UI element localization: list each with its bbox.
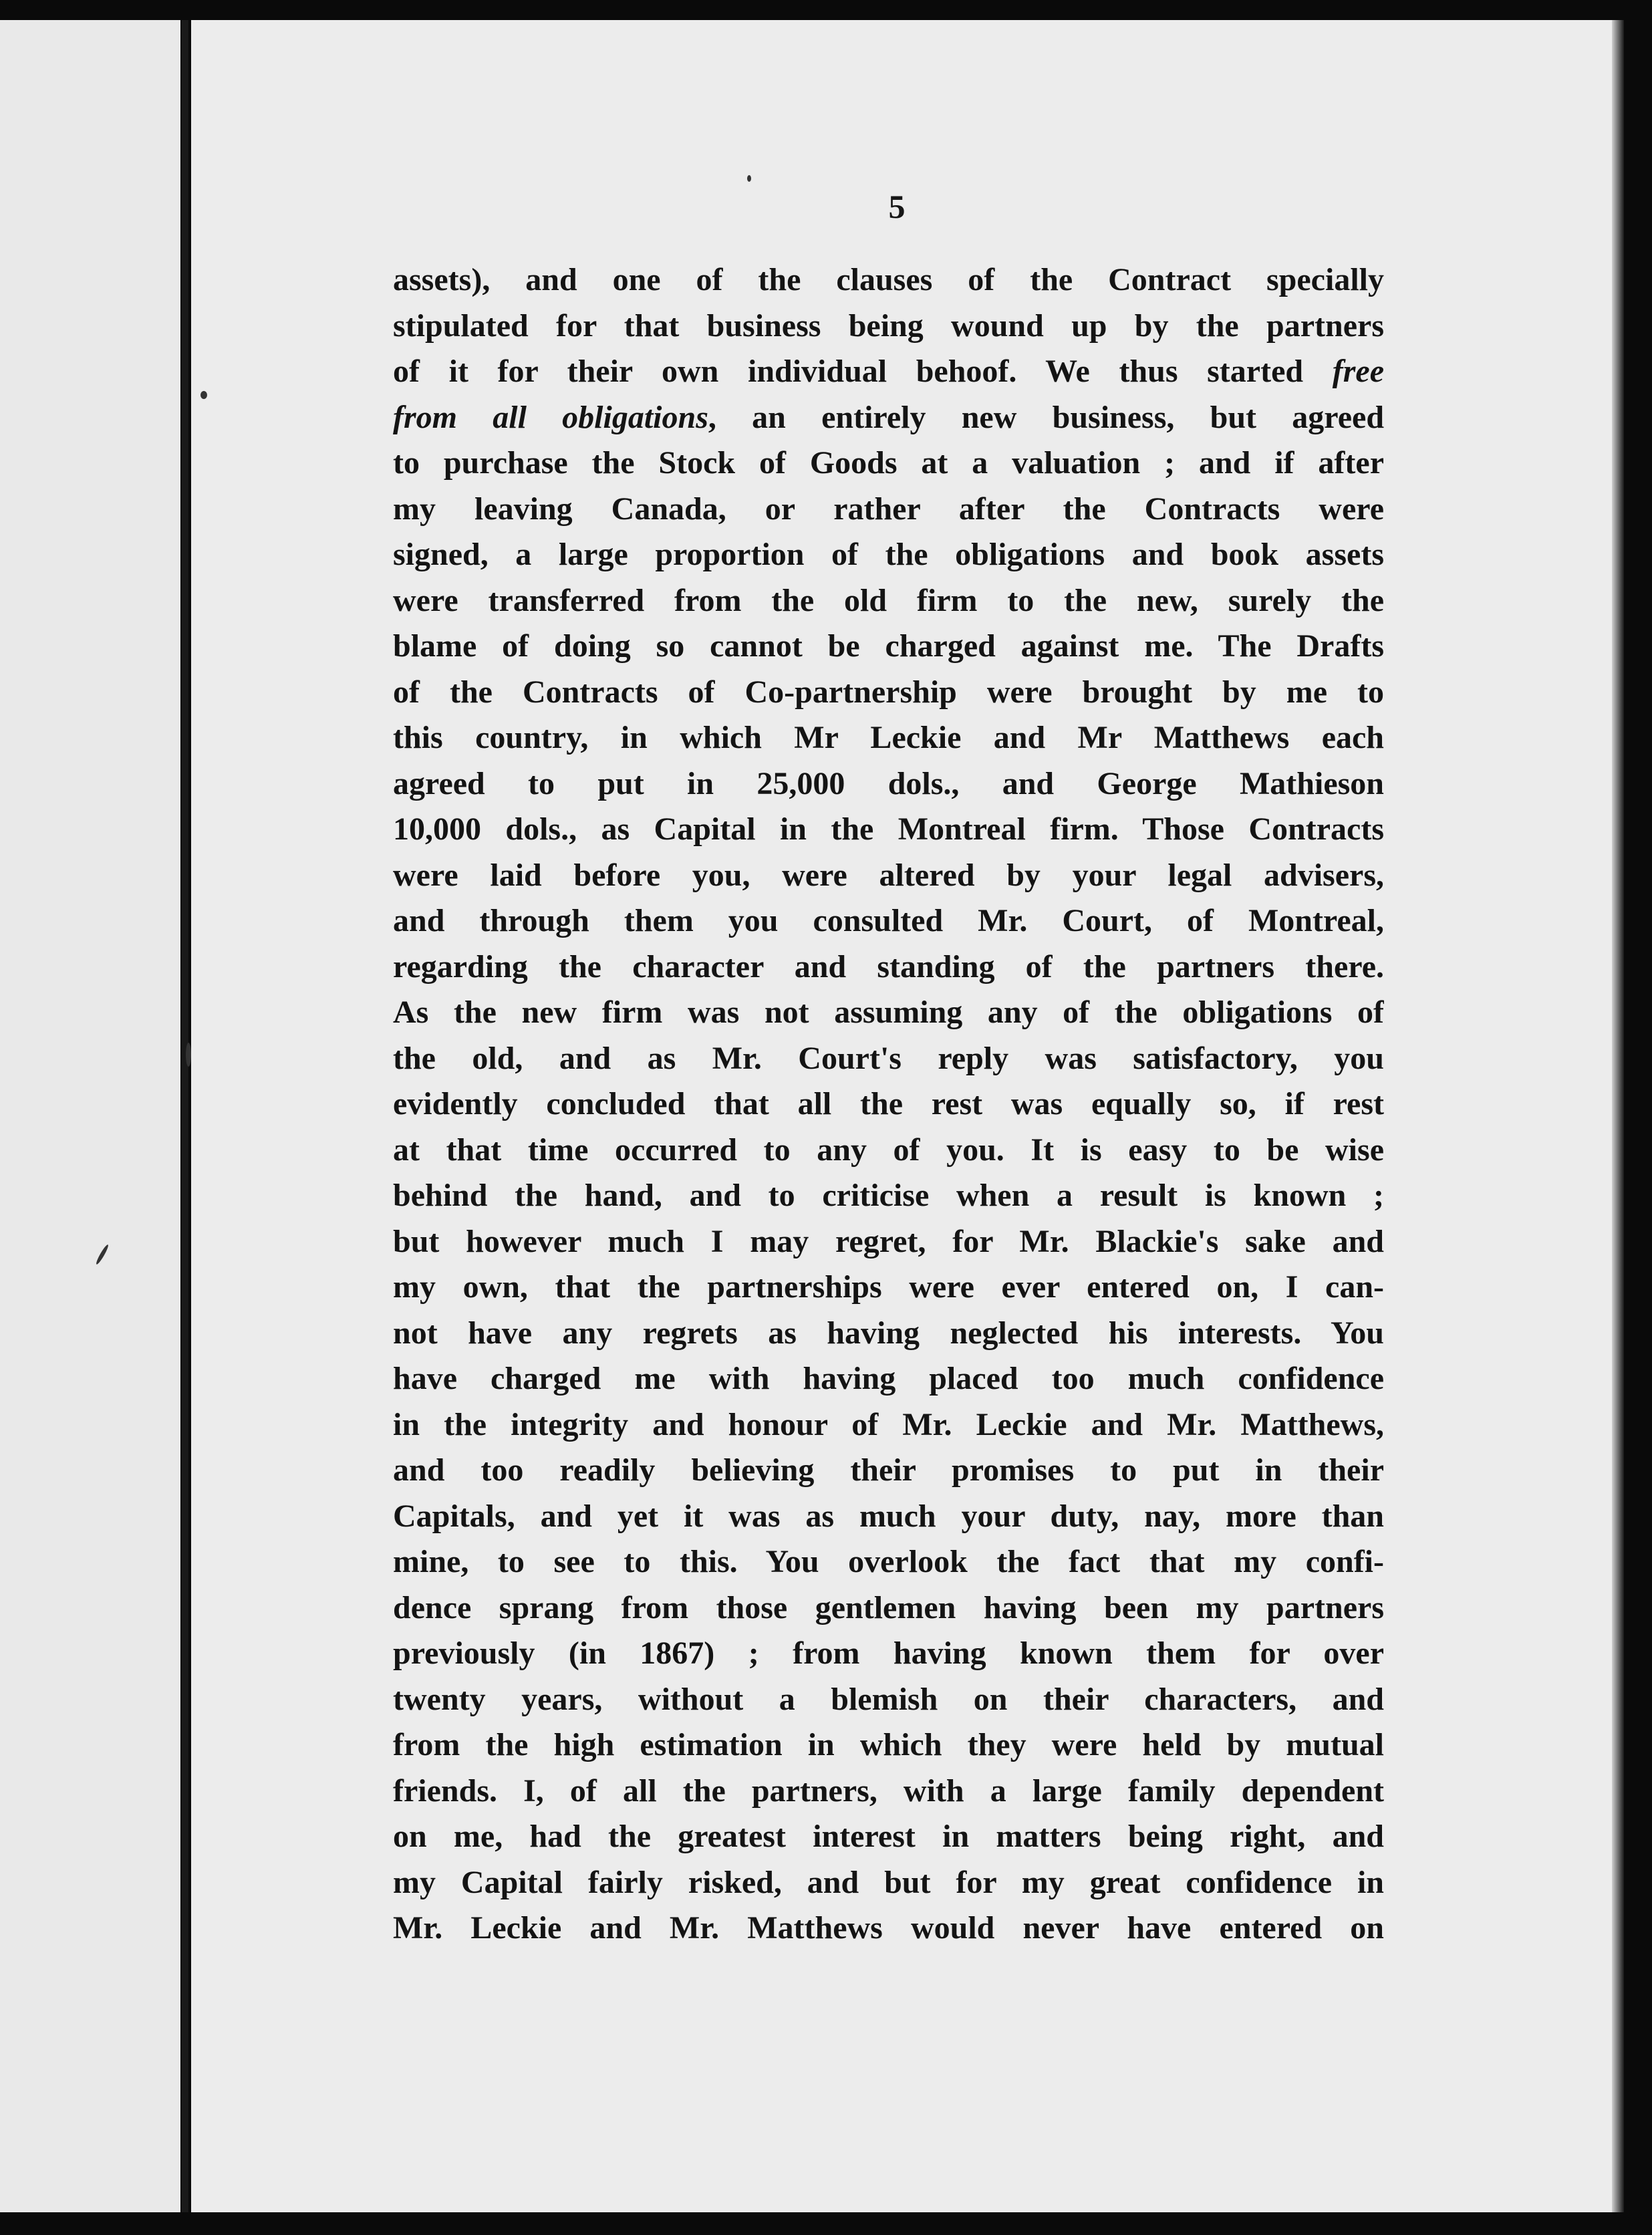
text-line: my Capital fairly risked, and but for my great confidence in: [393, 1864, 1384, 1900]
text-line: my own, that the partnerships were ever entered on, I can-: [393, 1269, 1384, 1305]
page-edge-shadow: [1612, 20, 1624, 2212]
text-line: not have any regrets as having neglected his interests. You: [393, 1315, 1384, 1351]
text-line: behind the hand, and to criticise when a result is known ;: [393, 1178, 1384, 1213]
text-line: at that time occurred to any of you. It is easy to be wise: [393, 1132, 1384, 1168]
text-line: but however much I may regret, for Mr. Blackie's sake and: [393, 1223, 1384, 1259]
text-line: to purchase the Stock of Goods at a valuation ; and if after: [393, 445, 1384, 481]
text-line: twenty years, without a blemish on their characters, and: [393, 1681, 1384, 1717]
text-line: 10,000 dols., as Capital in the Montreal firm. Those Contracts: [393, 811, 1384, 847]
body-text: [393, 257, 1384, 1952]
text-line: were transferred from the old firm to the new, surely the: [393, 582, 1384, 618]
scan-speck: [186, 1043, 191, 1067]
text-line: signed, a large proportion of the obligations and book assets: [393, 537, 1384, 572]
scan-border-right: [1624, 20, 1652, 2212]
italic-phrase: free: [1332, 354, 1384, 389]
italic-phrase: from all obligations: [393, 399, 708, 435]
text-line: As the new firm was not assuming any of the obligations of: [393, 995, 1384, 1030]
text-line-segment: , an entirely new business, but agreed: [708, 399, 1384, 435]
text-line: this country, in which Mr Leckie and Mr Matthews each: [393, 720, 1384, 755]
text-line: dence sprang from those gentlemen having been my partners: [393, 1589, 1384, 1625]
text-line: evidently concluded that all the rest was equally so, if rest: [393, 1086, 1384, 1122]
text-line: of the Contracts of Co-partnership were brought by me to: [393, 674, 1384, 710]
page-gutter: [182, 20, 188, 2212]
text-line: blame of doing so cannot be charged against me. The Drafts: [393, 628, 1384, 664]
scan-border-bottom: [0, 2212, 1652, 2235]
text-line: on me, had the greatest interest in matters being right, and: [393, 1819, 1384, 1854]
text-line: mine, to see to this. You overlook the fact that my confi-: [393, 1544, 1384, 1579]
text-line: the old, and as Mr. Court's reply was satisfactory, you: [393, 1040, 1384, 1076]
text-line: my leaving Canada, or rather after the Contracts were: [393, 491, 1384, 527]
text-line: stipulated for that business being wound up by the partners: [393, 307, 1384, 344]
text-line: were laid before you, were altered by your legal advisers,: [393, 857, 1384, 893]
text-line: in the integrity and honour of Mr. Leckie and Mr. Matthews,: [393, 1406, 1384, 1442]
scan-speck: [747, 175, 751, 182]
text-line: Capitals, and yet it was as much your duty, nay, more than: [393, 1498, 1384, 1534]
text-line: [393, 349, 1384, 395]
scan-border-top: [0, 0, 1652, 20]
text-line-segment: of it for their own individual behoof. We thus started: [393, 354, 1304, 389]
text-line: regarding the character and standing of the partners there.: [393, 948, 1384, 984]
left-facing-page-edge: [0, 20, 180, 2212]
text-line: [393, 395, 1384, 441]
text-line: agreed to put in 25,000 dols., and George Mathieson: [393, 765, 1384, 801]
scan-speck: [200, 391, 207, 399]
text-line: Mr. Leckie and Mr. Matthews would never have entered on: [393, 1910, 1384, 1946]
text-line: from the high estimation in which they were held by mutual: [393, 1727, 1384, 1762]
text-line: and through them you consulted Mr. Court, of Montreal,: [393, 903, 1384, 938]
text-line: assets), and one of the clauses of the Contract specially: [393, 262, 1384, 297]
text-line: have charged me with having placed too much confidence: [393, 1361, 1384, 1396]
text-line: friends. I, of all the partners, with a large family dependent: [393, 1772, 1384, 1809]
page-number: 5: [888, 188, 906, 225]
text-line: and too readily believing their promises to put in their: [393, 1452, 1384, 1488]
text-line: previously (in 1867) ; from having known them for over: [393, 1635, 1384, 1671]
